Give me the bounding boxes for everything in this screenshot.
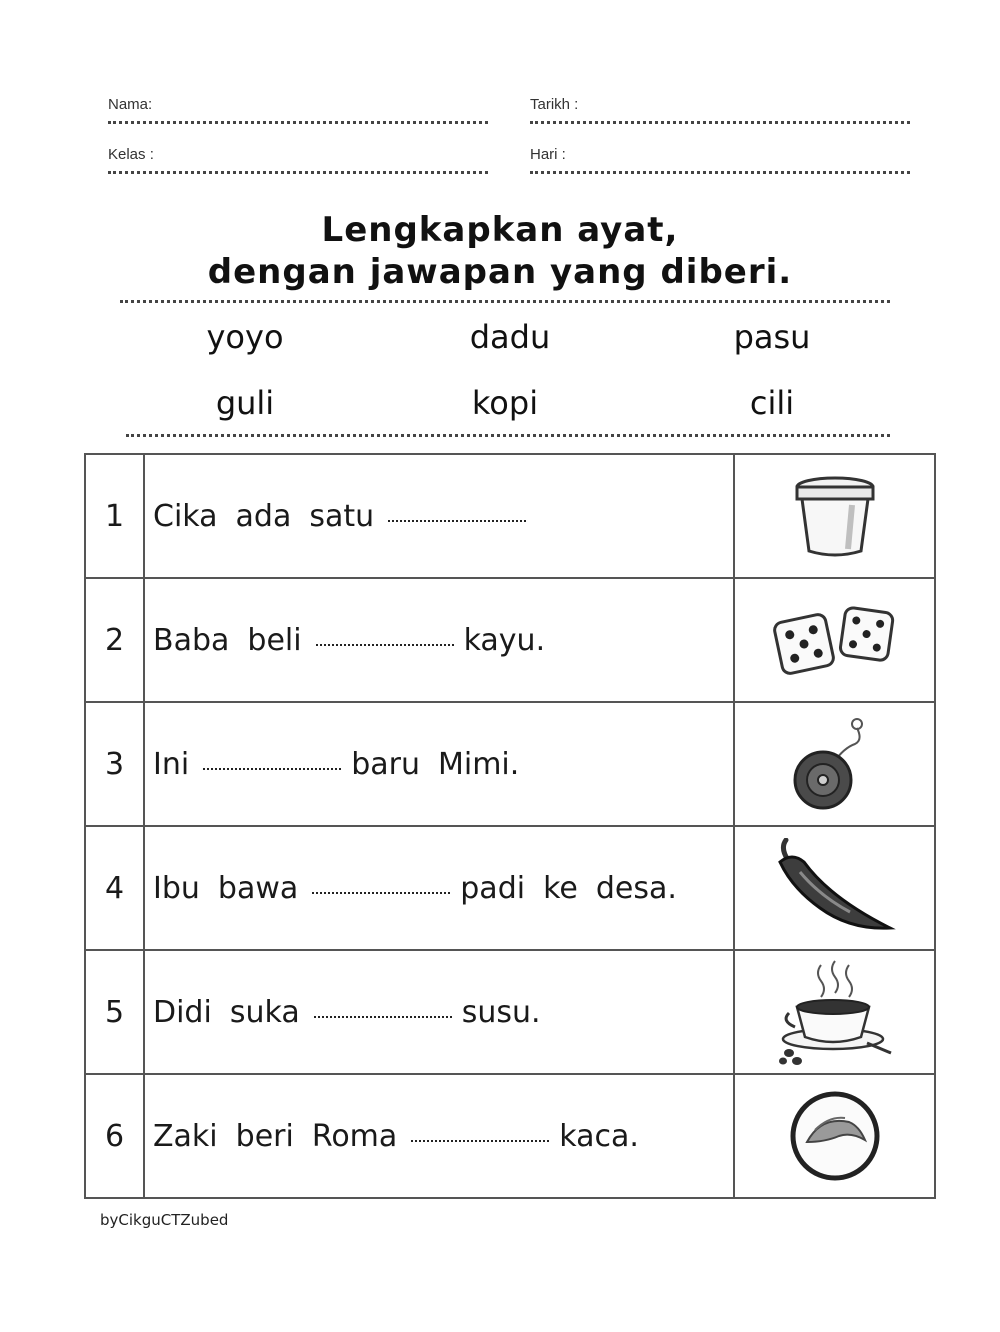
- picture-cell: [734, 826, 935, 950]
- word-bank-item: pasu: [733, 318, 811, 356]
- word-bank-item: kopi: [471, 384, 539, 422]
- answer-blank[interactable]: [312, 892, 450, 894]
- pot-icon: [790, 471, 880, 561]
- row-number: 5: [85, 950, 144, 1074]
- yoyo-icon: [785, 714, 885, 814]
- row-number: 6: [85, 1074, 144, 1198]
- hari-line[interactable]: [530, 171, 910, 174]
- sentence: Cika ada satu: [144, 454, 734, 578]
- word-bank-item: dadu: [469, 318, 551, 356]
- table-row: [85, 826, 935, 950]
- table-row: [85, 454, 935, 578]
- title-line-2: dengan jawapan yang diberi.: [207, 252, 793, 292]
- coffee-cup-icon: [775, 957, 895, 1067]
- sentence: Ibu bawa padi ke desa.: [144, 826, 734, 950]
- kelas-line[interactable]: [108, 171, 488, 174]
- word-bank-item: guli: [215, 384, 275, 422]
- kelas-label: Kelas :: [108, 146, 154, 163]
- table-row: [85, 950, 935, 1074]
- row-number: 3: [85, 702, 144, 826]
- picture-cell: [734, 702, 935, 826]
- answer-blank[interactable]: [203, 768, 341, 770]
- answer-blank[interactable]: [411, 1140, 549, 1142]
- table-row: [85, 578, 935, 702]
- row-number: 2: [85, 578, 144, 702]
- answer-blank[interactable]: [316, 644, 454, 646]
- tarikh-line[interactable]: [530, 121, 910, 124]
- sentence: Zaki beri Roma kaca.: [144, 1074, 734, 1198]
- tarikh-label: Tarikh :: [530, 96, 579, 113]
- picture-cell: [734, 950, 935, 1074]
- sentence: Ini baru Mimi.: [144, 702, 734, 826]
- picture-cell: [734, 454, 935, 578]
- chili-icon: [770, 838, 900, 938]
- sentence: Didi suka susu.: [144, 950, 734, 1074]
- answer-blank[interactable]: [314, 1016, 452, 1018]
- word-bank-item: yoyo: [206, 318, 284, 356]
- row-number: 1: [85, 454, 144, 578]
- divider-bottom: [126, 434, 890, 437]
- answer-blank[interactable]: [388, 520, 526, 522]
- picture-cell: [734, 1074, 935, 1198]
- credit: byCikguCTZubed: [100, 1211, 229, 1229]
- title-line-1: Lengkapkan ayat,: [321, 210, 679, 250]
- row-number: 4: [85, 826, 144, 950]
- table-row: [85, 1074, 935, 1198]
- word-bank-item: cili: [749, 384, 795, 422]
- picture-cell: [734, 578, 935, 702]
- nama-line[interactable]: [108, 121, 488, 124]
- nama-label: Nama:: [108, 96, 153, 113]
- hari-label: Hari :: [530, 146, 566, 163]
- marble-icon: [785, 1086, 885, 1186]
- divider-top: [120, 300, 890, 303]
- worksheet-table: [84, 453, 936, 1199]
- table-row: [85, 702, 935, 826]
- sentence: Baba beli kayu.: [144, 578, 734, 702]
- dice-icon: [770, 600, 900, 680]
